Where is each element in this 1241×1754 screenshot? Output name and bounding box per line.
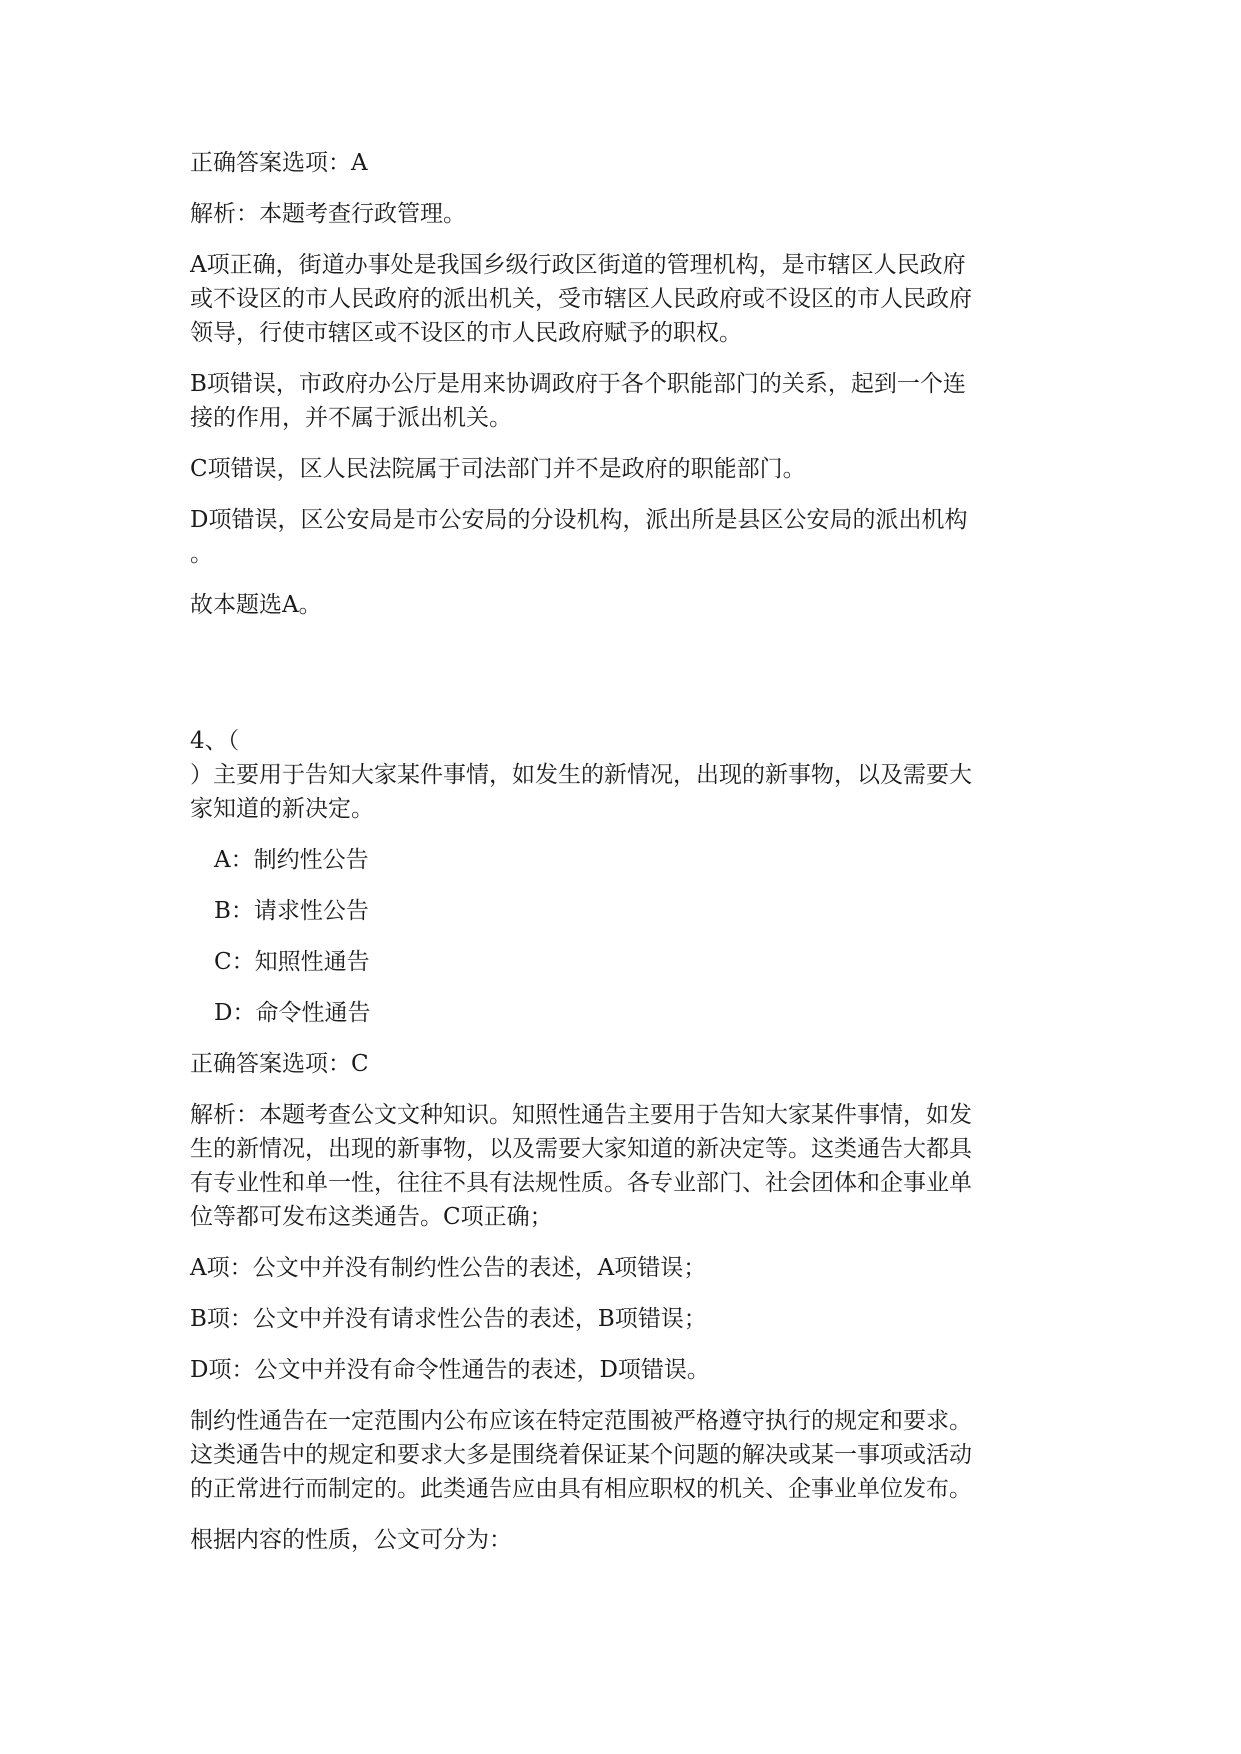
q4-option-d-explanation: D项：公文中并没有命令性通告的表述，D项错误。: [190, 1357, 710, 1383]
q4-number: 4、（: [190, 728, 240, 754]
q4-restrictive-notice-note: 制约性通告在一定范围内公布应该在特定范围被严格遵守执行的规定和要求。 这类通告中的规定和要求大多是围绕着保证某个问题的解决或某一事项或活动 的正常进行而制定的。此类通告应由具有相应职权的机关、企事业单位发布。: [190, 1408, 972, 1502]
q4-option-d: D：命令性通告: [214, 1000, 371, 1026]
q4-analysis: 解析：本题考查公文文种知识。知照性通告主要用于告知大家某件事情，如发 生的新情况，出现的新事物，以及需要大家知道的新决定等。这类通告大都具 有专业性和单一性，往往不具有法规性质。各专业部门、社会团体和企事业单 位等都可发布这类通告。C项正确；: [190, 1102, 972, 1230]
section-gap: [190, 639, 1050, 724]
q3-option-a-explanation: A项正确，街道办事处是我国乡级行政区街道的管理机构，是市辖区人民政府 或不设区的市人民政府的派出机关，受市辖区人民政府或不设区的市人民政府 领导，行使市辖区或不设区的市人民政府赋予的职权。: [190, 252, 972, 346]
q4-answer: 正确答案选项：C: [190, 1051, 369, 1077]
q3-analysis: 解析：本题考查行政管理。: [190, 201, 466, 227]
q4-option-b-explanation: B项：公文中并没有请求性公告的表述，B项错误；: [190, 1306, 707, 1332]
q4-stem: ）主要用于告知大家某件事情，如发生的新情况，出现的新事物，以及需要大 家知道的新决定。: [190, 762, 972, 822]
q4-classification-intro: 根据内容的性质，公文可分为：: [190, 1527, 512, 1553]
q4-option-a: A：制约性公告: [214, 847, 369, 873]
q3-conclusion: 故本题选A。: [190, 592, 322, 618]
q4-option-b: B：请求性公告: [214, 898, 369, 924]
q3-option-d-explanation: D项错误，区公安局是市公安局的分设机构，派出所是县区公安局的派出机构 。: [190, 507, 968, 567]
q3-answer: 正确答案选项：A: [190, 150, 368, 176]
q3-option-b-explanation: B项错误，市政府办公厅是用来协调政府于各个职能部门的关系，起到一个连 接的作用，并不属于派出机关。: [190, 371, 966, 431]
q3-option-c-explanation: C项错误，区人民法院属于司法部门并不是政府的职能部门。: [190, 456, 806, 482]
q4-option-c: C：知照性通告: [214, 949, 370, 975]
document-page: [190, 146, 1050, 1574]
q4-option-a-explanation: A项：公文中并没有制约性公告的表述，A项错误；: [190, 1255, 707, 1281]
